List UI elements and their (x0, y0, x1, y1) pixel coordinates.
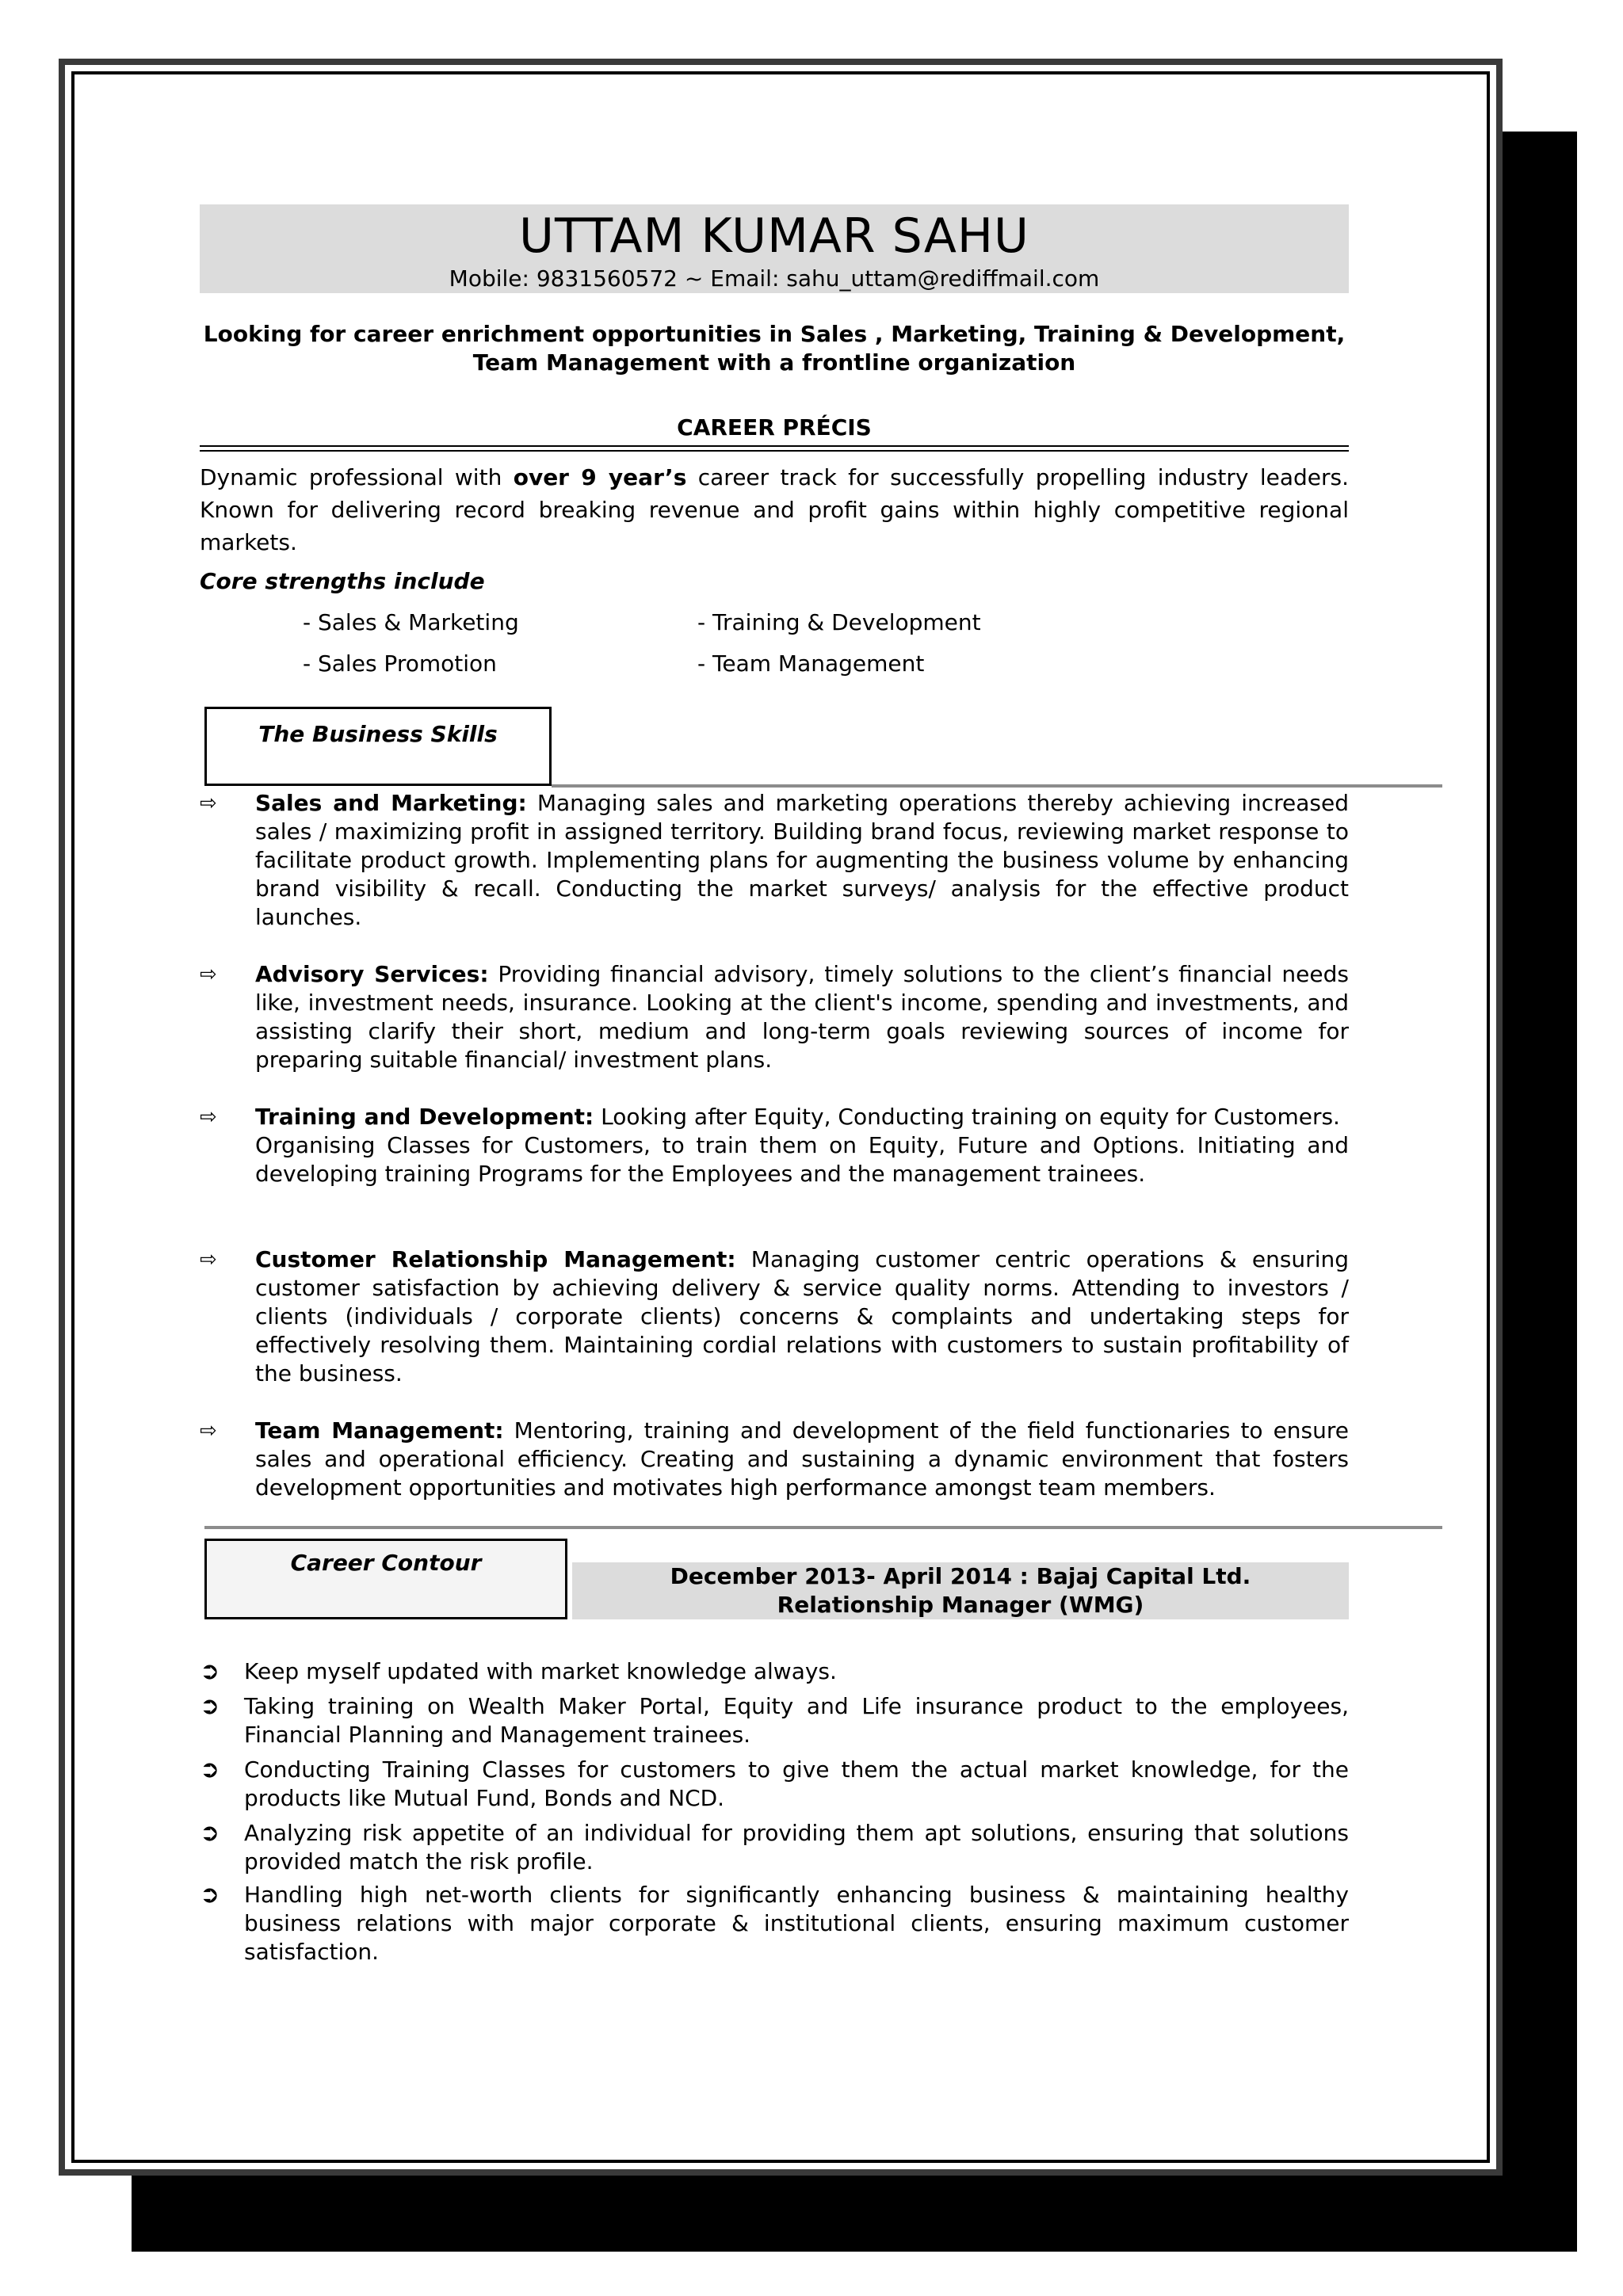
skill-item (200, 1103, 1349, 1188)
duty-text: Taking training on Wealth Maker Portal, Equity and Life insurance product to the employees, Financial Planning and Management trainees. (244, 1693, 1349, 1748)
arrow-right-icon: ➲ (200, 1756, 220, 1783)
skill-text: Providing financial advisory, timely solutions to the client’s financial needs like, investment needs, insurance. Looking at the client's income, spending and investments, and assisting clarify their short, medium and long-term goals reviewing sources of income for preparing suitable financial/ investment plans. (255, 961, 1349, 1073)
core-item: - Sales & Marketing (303, 609, 519, 635)
core-item: - Team Management (697, 650, 925, 677)
skill-item (200, 789, 1349, 932)
arrow-right-icon: ⇨ (200, 1419, 217, 1443)
career-contour-title-box (204, 1539, 567, 1619)
arrow-right-icon: ⇨ (200, 1248, 217, 1272)
skill-heading: Sales and Marketing: (255, 790, 527, 816)
arrow-right-icon: ⇨ (200, 1105, 217, 1129)
skill-text: Managing customer centric operations & ensuring customer satisfaction by achieving delivery & service quality norms. Attending to investors / clients (individuals / corporate clients) concerns & complaints and undertaking steps for effectively resolving them. Maintaining cordial relations with customers to sustain profitability of the business. (255, 1246, 1349, 1386)
duty-item (200, 1819, 1349, 1876)
skill-heading: Team Management: (255, 1417, 504, 1444)
skill-heading: Advisory Services: (255, 961, 489, 987)
section-divider (204, 1526, 1442, 1529)
arrow-right-icon: ➲ (200, 1881, 220, 1909)
duty-text: Handling high net-worth clients for significantly enhancing business & maintaining healthy business relations with major corporate & institutional clients, ensuring maximum customer satisfaction. (244, 1882, 1349, 1965)
contact-line: Mobile: 9831560572 ~ Email: sahu_uttam@rediffmail.com (449, 265, 1100, 292)
duty-item (200, 1881, 1349, 1966)
skill-text: Managing sales and marketing operations thereby achieving increased sales / maximizing profit in assigned territory. Building brand focus, reviewing market response to facilitate product growth. Implementing plans for augmenting the business volume by enhancing brand visibility & recall. Conducting the market surveys/ analysis for the effective product launches. (255, 790, 1349, 930)
skill-item (200, 1417, 1349, 1502)
arrow-right-icon: ➲ (200, 1692, 220, 1720)
duty-item (200, 1657, 1349, 1686)
duty-text: Keep myself updated with market knowledge always. (244, 1658, 837, 1684)
career-objective: Looking for career enrichment opportunities in Sales , Marketing, Training & Development, Team Management with a frontline organization (203, 321, 1346, 376)
arrow-right-icon: ➲ (200, 1819, 220, 1847)
duty-item (200, 1692, 1349, 1749)
job-dates-company: December 2013- April 2014 : Bajaj Capital Ltd. (670, 1563, 1251, 1589)
job-header (572, 1562, 1349, 1619)
skill-text: Mentoring, training and development of the field functionaries to ensure sales and operational efficiency. Creating and sustaining a dynamic environment that fosters development opportunities and motivates high performance amongst team members. (255, 1417, 1349, 1501)
duty-text: Conducting Training Classes for customers to give them the actual market knowledge, for the products like Mutual Fund, Bonds and NCD. (244, 1756, 1349, 1811)
business-skills-title-box (204, 707, 552, 786)
skill-item (200, 960, 1349, 1074)
core-item: - Sales Promotion (303, 650, 497, 677)
core-strengths-title: Core strengths include (200, 568, 485, 594)
duty-item (200, 1756, 1349, 1813)
skill-text: Looking after Equity, Conducting training on equity for Customers. (594, 1104, 1340, 1130)
section-divider (552, 784, 1442, 788)
precis-text-after: career track for successfully propelling industry leaders. Known for delivering record breaking revenue and profit gains within highly competitive regional markets. (200, 464, 1349, 555)
skill-heading: Customer Relationship Management: (255, 1246, 736, 1272)
job-title: Relationship Manager (WMG) (777, 1592, 1144, 1618)
core-item: - Training & Development (697, 609, 981, 635)
header-band (200, 204, 1349, 293)
precis-text-before: Dynamic professional with (200, 464, 514, 490)
skill-text: Organising Classes for Customers, to train them on Equity, Future and Options. Initiating and developing training Programs for the Employees and the management trainees. (255, 1132, 1349, 1187)
skill-item (200, 1245, 1349, 1388)
double-divider (200, 445, 1349, 452)
career-precis-title: CAREER PRÉCIS (677, 414, 872, 441)
career-contour-title: Career Contour (290, 1550, 482, 1576)
precis-text-bold: over 9 year’s (513, 464, 687, 490)
skill-heading: Training and Development: (255, 1104, 594, 1130)
arrow-right-icon: ⇨ (200, 791, 217, 815)
arrow-right-icon: ➲ (200, 1657, 220, 1685)
duty-text: Analyzing risk appetite of an individual for providing them apt solutions, ensuring that solutions provided match the risk profile. (244, 1820, 1349, 1875)
arrow-right-icon: ⇨ (200, 963, 217, 986)
candidate-name: UTTAM KUMAR SAHU (519, 208, 1029, 264)
career-precis-text (200, 461, 1349, 559)
business-skills-title: The Business Skills (258, 721, 498, 747)
